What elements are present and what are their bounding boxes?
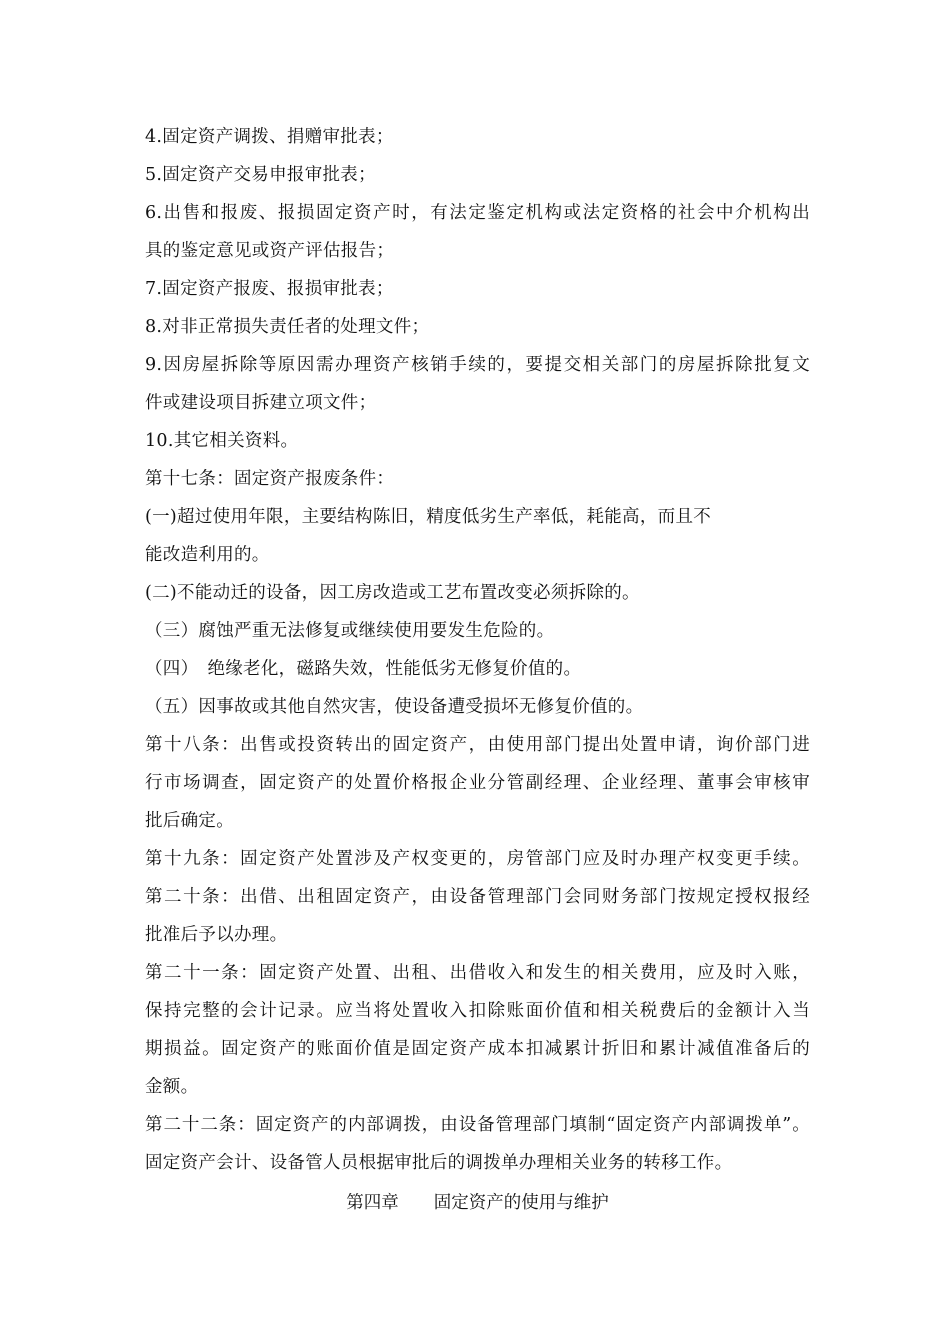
text-line: 第二十二条：固定资产的内部调拨，由设备管理部门填制“固定资产内部调拨单”。 [145, 1115, 810, 1135]
text-line: （五）因事故或其他自然灾害，使设备遭受损坏无修复价值的。 [145, 697, 644, 717]
text-line: 第十七条：固定资产报废条件： [145, 469, 395, 489]
text-line: 7.固定资产报废、报损审批表； [145, 279, 394, 299]
text-line: （三）腐蚀严重无法修复或继续使用要发生危险的。 [145, 621, 555, 641]
text-line: 6.出售和报废、报损固定资产时，有法定鉴定机构或法定资格的社会中介机构出 [145, 203, 810, 223]
text-line: 第十八条：出售或投资转出的固定资产，由使用部门提出处置申请，询价部门进 [145, 735, 810, 755]
chapter-heading: 第四章 固定资产的使用与维护 [346, 1193, 609, 1213]
text-line: 件或建设项目拆建立项文件； [145, 393, 377, 413]
text-line: 固定资产会计、设备管人员根据审批后的调拨单办理相关业务的转移工作。 [145, 1153, 733, 1173]
text-line: 金额。 [145, 1077, 199, 1097]
text-line: 批后确定。 [145, 811, 234, 831]
text-line: 第二十一条：固定资产处置、出租、出借收入和发生的相关费用，应及时入账， [145, 963, 810, 983]
text-line: 4.固定资产调拨、捐赠审批表； [145, 127, 394, 147]
text-line: 具的鉴定意见或资产评估报告； [145, 241, 395, 261]
text-line: 行市场调查，固定资产的处置价格报企业分管副经理、企业经理、董事会审核审 [145, 773, 810, 793]
text-line: (二)不能动迁的设备，因工房改造或工艺布置改变必须拆除的。 [145, 583, 640, 603]
text-line: 5.固定资产交易申报审批表； [145, 165, 376, 185]
text-line: 能改造利用的。 [145, 545, 270, 565]
text-line: （四） 绝缘老化，磁路失效，性能低劣无修复价值的。 [145, 659, 582, 679]
text-line: 批准后予以办理。 [145, 925, 288, 945]
text-line: 10.其它相关资料。 [145, 431, 299, 451]
text-line: 保持完整的会计记录。应当将处置收入扣除账面价值和相关税费后的金额计入当 [145, 1001, 810, 1021]
text-line: 第二十条：出借、出租固定资产，由设备管理部门会同财务部门按规定授权报经 [145, 887, 810, 907]
text-line: 期损益。固定资产的账面价值是固定资产成本扣减累计折旧和累计减值准备后的 [145, 1039, 810, 1059]
text-line: (一)超过使用年限，主要结构陈旧，精度低劣生产率低，耗能高，而且不 [145, 507, 712, 527]
text-line: 第十九条：固定资产处置涉及产权变更的，房管部门应及时办理产权变更手续。 [145, 849, 810, 869]
text-line: 8.对非正常损失责任者的处理文件； [145, 317, 430, 337]
text-line: 9.因房屋拆除等原因需办理资产核销手续的，要提交相关部门的房屋拆除批复文 [145, 355, 810, 375]
document-body [145, 118, 810, 1222]
